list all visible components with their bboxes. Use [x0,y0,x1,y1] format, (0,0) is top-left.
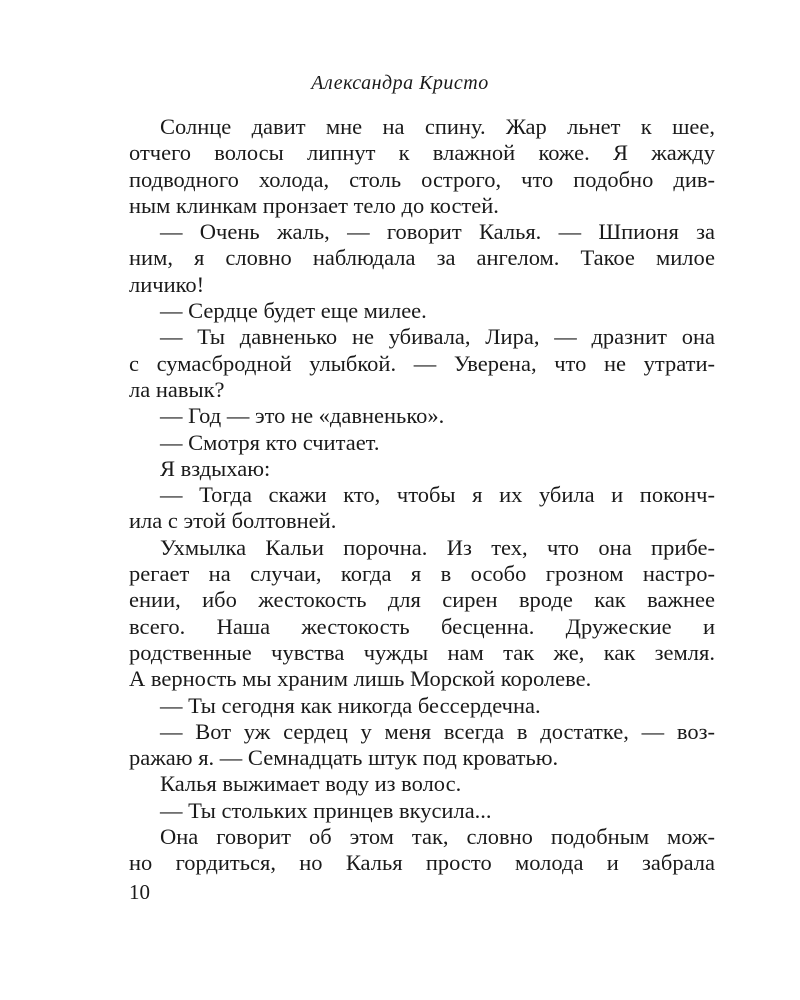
text-line: А верность мы храним лишь Морской королеве. [129,666,592,692]
text-line: — Тогда скажи кто, чтобы я их убила и поконч- [160,482,715,508]
text-line: ила с этой болтовней. [129,508,337,534]
text-line: личико! [129,271,205,297]
text-line: — Очень жаль, — говорит Калья. — Шпионя за [160,219,715,245]
text-line: — Смотря кто считает. [160,429,380,455]
text-line: ражаю я. — Семнадцать штук под кроватью. [129,745,559,771]
text-line: родственные чувства чужды нам так же, как земля. [129,639,715,665]
text-line: Солнце давит мне на спину. Жар льнет к шее, [160,114,715,139]
text-line: — Ты давненько не убивала, Лира, — дразнит она [160,324,715,350]
text-line: Она говорит об этом так, словно подобным мож- [160,824,715,850]
text-line: — Год — это не «давненько». [160,403,445,429]
text-line: ении, ибо жестокость для сирен вроде как важнее [129,587,715,613]
text-line: но гордиться, но Калья просто молода и забрала [129,850,715,876]
text-line: — Сердце будет еще милее. [160,298,427,324]
text-line: ным клинкам пронзает тело до костей. [129,192,499,218]
page-number: 10 [129,880,150,904]
text-line: регает на случаи, когда я в особо грозном настро- [129,561,715,587]
text-line: Ухмылка Кальи порочна. Из тех, что она прибе- [160,534,715,560]
text-line: всего. Наша жестокость бесценна. Дружеские и [129,613,715,639]
body-text [129,114,715,877]
text-line: — Ты сегодня как никогда бессердечна. [160,692,541,718]
text-line: подводного холода, столь острого, что подобно див- [129,166,715,192]
text-line: Калья выжимает воду из волос. [160,771,462,797]
text-line: ним, я словно наблюдала за ангелом. Такое милое [129,245,715,271]
text-line: Я вздыхаю: [160,455,271,481]
running-head: Александра Кристо [311,72,489,94]
text-line: ла навык? [129,376,225,402]
text-line: — Вот уж сердец у меня всегда в достатке, — воз- [160,718,715,744]
text-line: с сумасбродной улыбкой. — Уверена, что не утрати- [129,350,715,376]
text-line: отчего волосы липнут к влажной коже. Я жажду [129,140,715,166]
text-line: — Ты стольких принцев вкусила... [160,797,492,823]
